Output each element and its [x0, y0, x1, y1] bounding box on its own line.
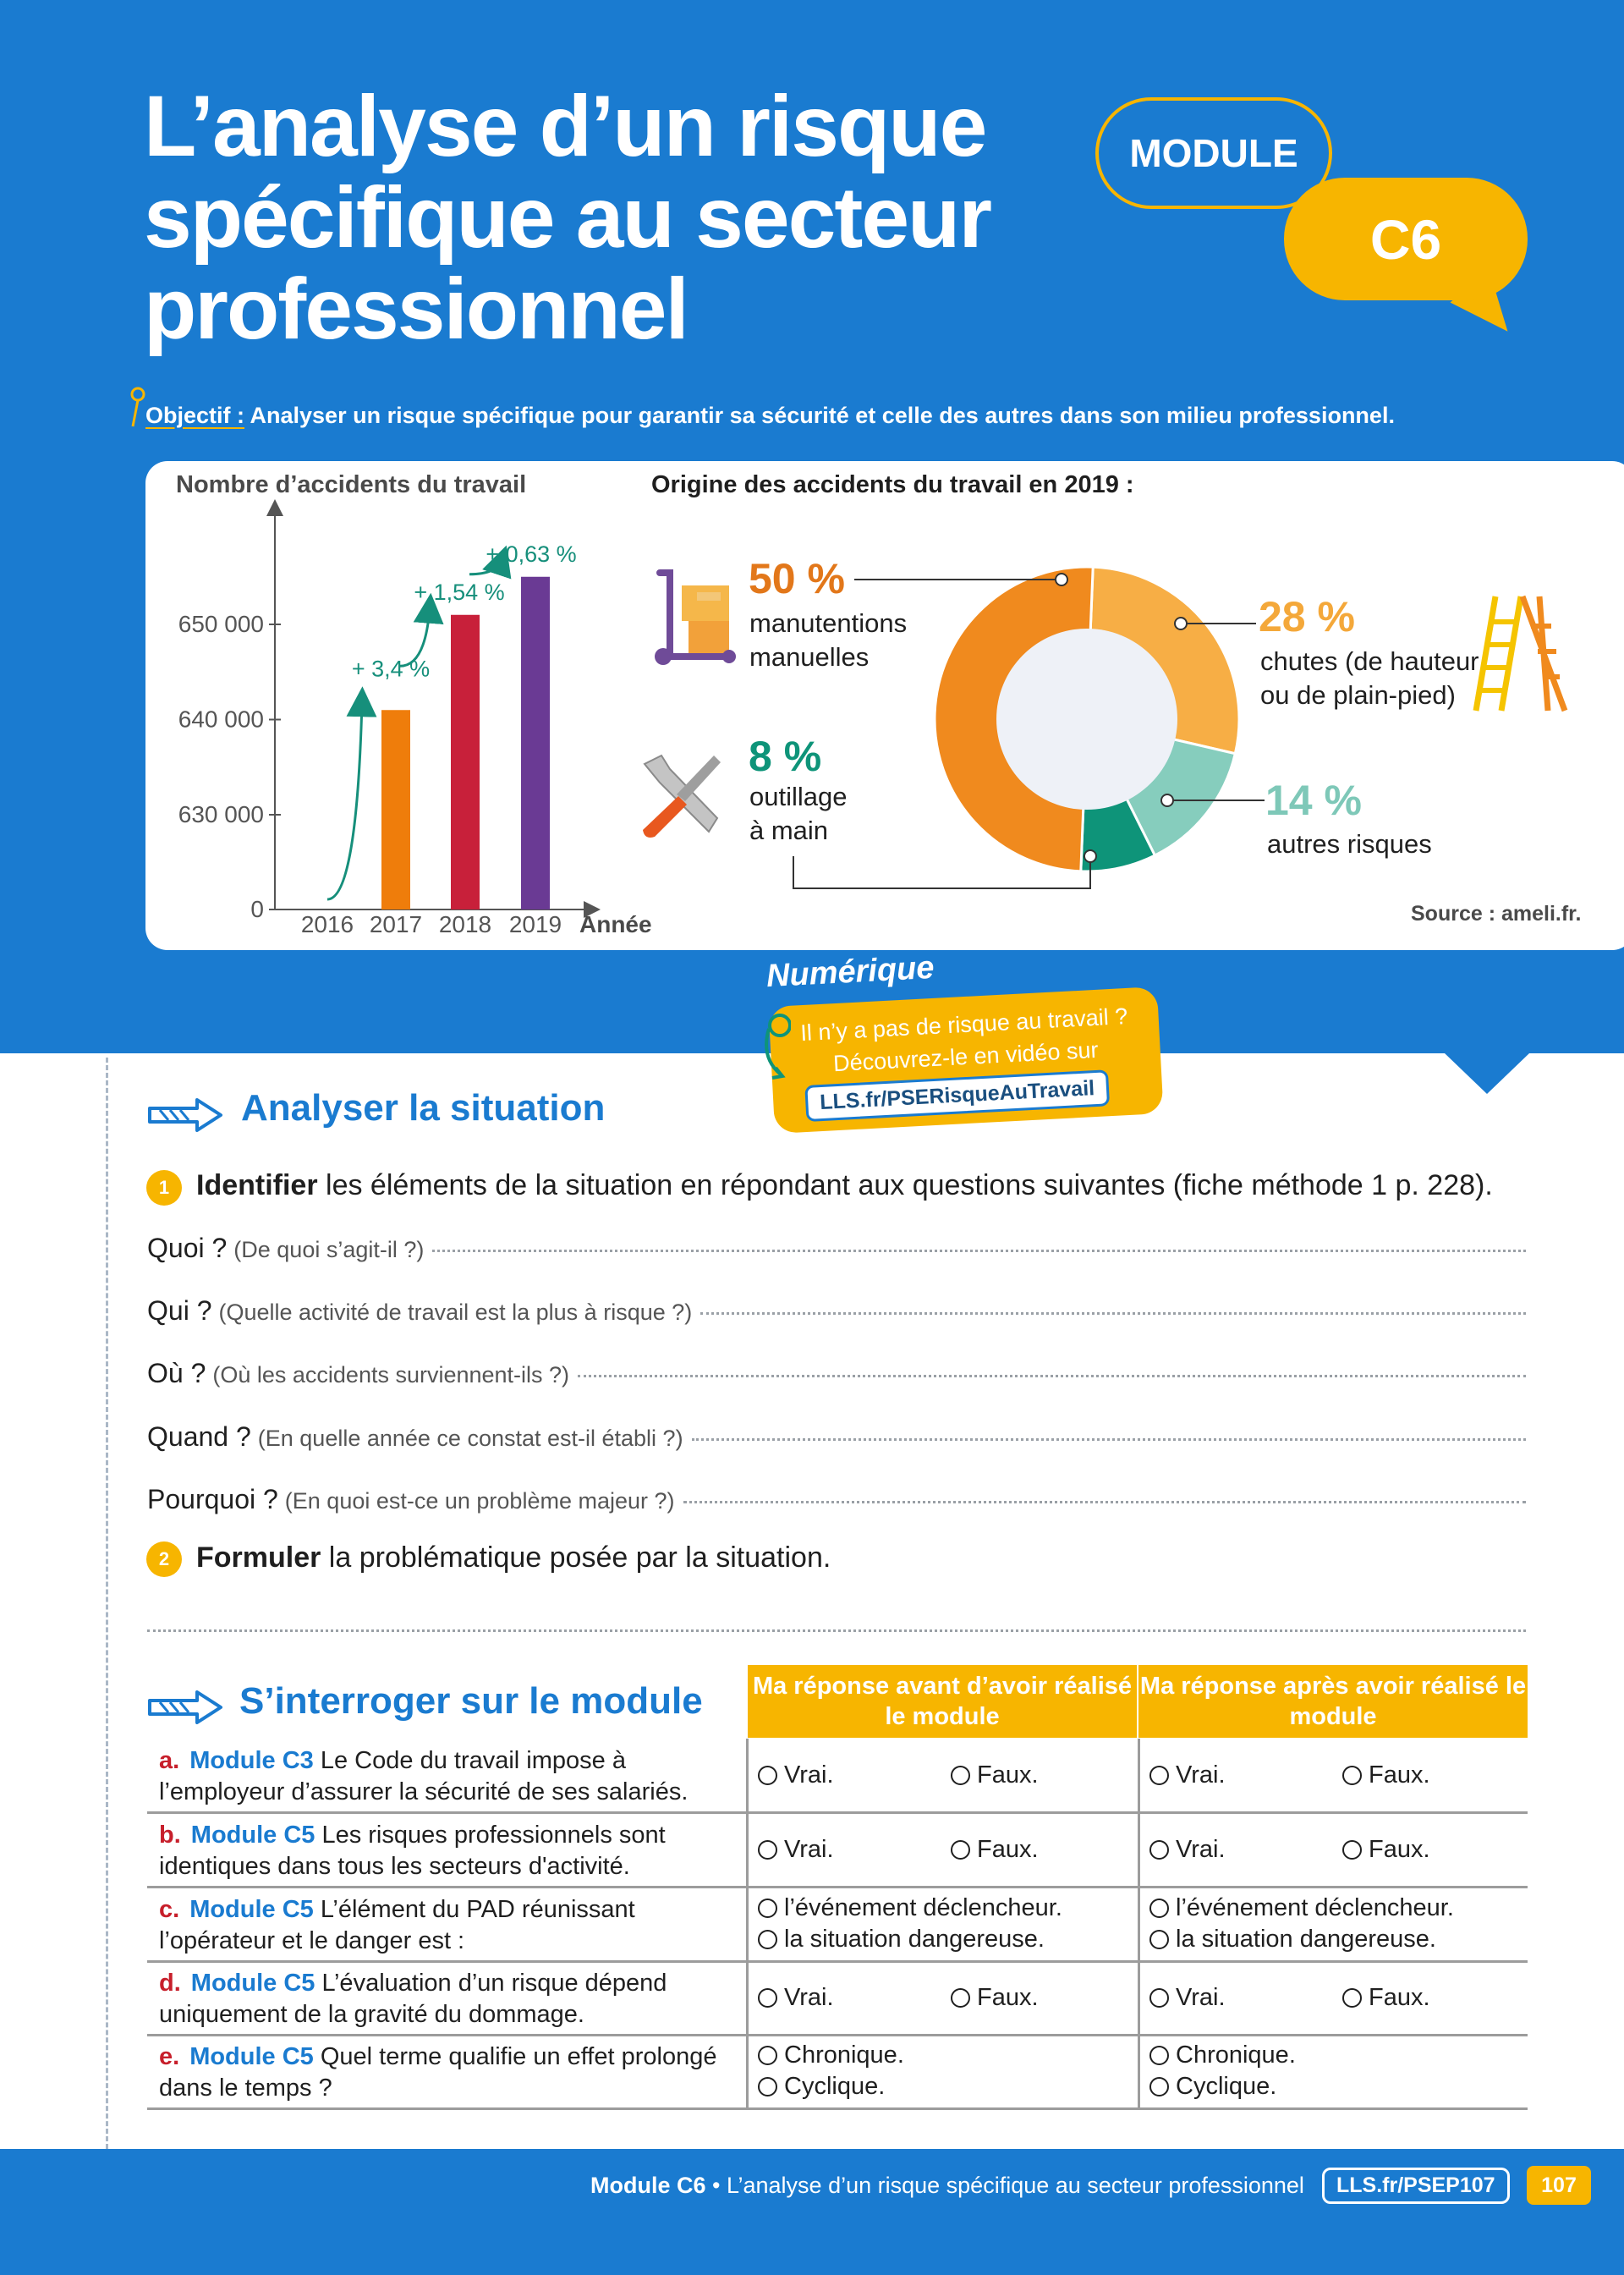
- footer-module: Module C6: [590, 2173, 706, 2198]
- radio-circle-icon[interactable]: [951, 1766, 970, 1785]
- section-title: S’interroger sur le module: [239, 1680, 703, 1722]
- quiz-option-label: Vrai.: [784, 1761, 834, 1789]
- title-line: professionnel: [144, 261, 688, 357]
- quiz-option-label: Faux.: [1369, 1761, 1430, 1789]
- x-tick-label: 2019: [508, 911, 562, 937]
- quiz-option[interactable]: [758, 1894, 1062, 1922]
- question-number-badge: 1: [146, 1170, 182, 1206]
- x-axis-label: Année: [579, 911, 652, 937]
- answer-row-hint: (De quoi s’agit-il ?): [233, 1237, 425, 1262]
- slice-desc-line: chutes (de hauteur: [1260, 646, 1479, 676]
- column-divider: [746, 2035, 749, 2107]
- quiz-question: [159, 1820, 743, 1882]
- quiz-option[interactable]: [1149, 2073, 1276, 2101]
- quiz-option[interactable]: [951, 1761, 1039, 1789]
- answer-line[interactable]: [700, 1312, 1526, 1315]
- quiz-question: [159, 2041, 743, 2104]
- quiz-option[interactable]: [1149, 1836, 1226, 1864]
- answer-line[interactable]: [147, 1629, 1526, 1632]
- slice-label-chute-pct: 28 %: [1259, 593, 1355, 640]
- growth-label: + 3,4 %: [351, 656, 431, 682]
- quiz-letter: b.: [159, 1822, 181, 1849]
- slice-label-autres-desc: autres risques: [1267, 829, 1432, 859]
- quiz-option-label: Chronique.: [784, 2041, 904, 2069]
- radio-circle-icon[interactable]: [1149, 1840, 1169, 1860]
- quiz-module: Module C5: [190, 1970, 315, 1997]
- quiz-option-label: la situation dangereuse.: [784, 1926, 1045, 1953]
- bar-chart-title: Nombre d’accidents du travail: [176, 471, 527, 498]
- quiz-option-label: Faux.: [1369, 1836, 1430, 1863]
- page-title: [144, 78, 1032, 357]
- link-hook-icon: [757, 1007, 791, 1083]
- radio-circle-icon[interactable]: [758, 1766, 777, 1785]
- answer-row: [147, 1484, 1526, 1515]
- quiz-option[interactable]: [1342, 1761, 1430, 1789]
- quiz-option[interactable]: [758, 2073, 885, 2101]
- slice-label-outil-desc: [749, 780, 847, 848]
- column-divider: [1138, 2035, 1140, 2107]
- radio-circle-icon[interactable]: [1149, 2077, 1169, 2096]
- objective-label: Objectif :: [145, 403, 245, 428]
- question-verb: Formuler: [196, 1541, 321, 1574]
- quiz-option-label: Faux.: [977, 1761, 1039, 1789]
- quiz-option-label: Cyclique.: [784, 2073, 886, 2100]
- quiz-option-label: la situation dangereuse.: [1176, 1926, 1436, 1953]
- ladder-icon: [1472, 592, 1573, 719]
- quiz-option[interactable]: [1342, 1836, 1430, 1864]
- band-pointer: [1445, 1053, 1529, 1094]
- answer-line[interactable]: [432, 1250, 1526, 1252]
- answer-row-key: Quand ?: [147, 1421, 251, 1452]
- answer-row-key: Où ?: [147, 1358, 206, 1388]
- growth-label: + 1,54 %: [414, 579, 505, 605]
- radio-circle-icon[interactable]: [1149, 1988, 1169, 2008]
- radio-circle-icon[interactable]: [758, 2077, 777, 2096]
- objective: [145, 403, 1583, 429]
- quiz-option[interactable]: [951, 1984, 1039, 2012]
- quiz-option[interactable]: [1149, 1761, 1226, 1789]
- radio-circle-icon[interactable]: [1149, 2046, 1169, 2065]
- quiz-option-label: Faux.: [977, 1836, 1039, 1863]
- question-verb: Identifier: [196, 1169, 318, 1201]
- slice-desc-line: ou de plain-pied): [1260, 680, 1456, 710]
- slice-label-chute-desc: [1260, 645, 1479, 712]
- quiz-question: [159, 1894, 743, 1957]
- slice-desc-line: outillage: [749, 782, 848, 811]
- radio-circle-icon[interactable]: [1342, 1988, 1362, 2008]
- question-text: les éléments de la situation en répondant aux questions suivantes (fiche méthode 1 p. 228).: [317, 1169, 1493, 1201]
- radio-circle-icon[interactable]: [1149, 1930, 1169, 1949]
- answer-line[interactable]: [692, 1438, 1526, 1441]
- column-divider: [746, 1739, 749, 1811]
- slice-label-manu-desc: [749, 607, 907, 674]
- quiz-module: Module C5: [190, 1822, 315, 1849]
- numerique-line: Découvrez-le en vidéo sur: [832, 1036, 1100, 1077]
- quiz-option[interactable]: [758, 2041, 904, 2069]
- quiz-option[interactable]: [1149, 1984, 1226, 2012]
- answer-row: [147, 1421, 1526, 1453]
- module-label: MODULE: [1095, 97, 1332, 209]
- donut-hole: [996, 629, 1177, 810]
- answer-row-key: Pourquoi ?: [147, 1484, 278, 1514]
- margin-dash-line: [106, 1058, 108, 2149]
- answer-row: [147, 1295, 1526, 1327]
- quiz-option-label: Vrai.: [1176, 1984, 1226, 2011]
- quiz-text: L’évaluation d’un risque dépend uniquement de la gravité du dommage.: [159, 1970, 667, 2028]
- quiz-row: [147, 1961, 1528, 2036]
- quiz-option[interactable]: [1342, 1984, 1430, 2012]
- column-divider: [746, 1813, 749, 1886]
- quiz-text: Les risques professionnels sont identiques dans tous les secteurs d'activité.: [159, 1822, 666, 1880]
- quiz-row: [147, 1813, 1528, 1888]
- column-divider: [1138, 1739, 1140, 1811]
- answer-row-hint: (Où les accidents surviennent-ils ?): [212, 1362, 570, 1388]
- question-2: [196, 1541, 831, 1574]
- quiz-module: Module C5: [189, 2043, 314, 2070]
- quiz-option-label: l’événement déclencheur.: [1176, 1894, 1454, 1921]
- numerique-label: Numérique: [765, 949, 935, 995]
- answer-row: [147, 1233, 1526, 1264]
- footer-link[interactable]: LLS.fr/PSEP107: [1322, 2168, 1510, 2204]
- slice-label-outil-pct: 8 %: [749, 733, 822, 780]
- column-divider: [1138, 1961, 1140, 2034]
- y-tick-label: 630 000: [178, 801, 264, 827]
- quiz-option-label: Chronique.: [1176, 2041, 1296, 2069]
- radio-circle-icon[interactable]: [758, 2046, 777, 2065]
- y-tick-label: 640 000: [178, 706, 264, 733]
- hand-truck-icon: [648, 569, 741, 670]
- y-tick-label: 650 000: [178, 611, 264, 637]
- quiz-text: L’élément du PAD réunissant l’opérateur et le danger est :: [159, 1896, 635, 1954]
- title-line: spécifique au secteur: [144, 169, 991, 266]
- objective-text: Analyser un risque spécifique pour garantir sa sécurité et celle des autres dans son milieu professionnel.: [244, 403, 1395, 428]
- quiz-option[interactable]: [758, 1984, 834, 2012]
- slice-desc-line: manuelles: [749, 642, 870, 672]
- quiz-letter: e.: [159, 2043, 180, 2070]
- quiz-letter: d.: [159, 1970, 181, 1997]
- answer-row-key: Quoi ?: [147, 1233, 228, 1263]
- footer-title: L’analyse d’un risque spécifique au secteur professionnel: [726, 2173, 1304, 2198]
- growth-arrow: [327, 701, 362, 899]
- answer-row-key: Qui ?: [147, 1295, 212, 1326]
- slice-label-manu-pct: 50 %: [749, 555, 845, 602]
- quiz-option-label: Vrai.: [1176, 1761, 1226, 1789]
- quiz-option-label: Vrai.: [784, 1836, 834, 1863]
- slice-desc-line: manutentions: [749, 608, 908, 638]
- quiz-option-label: Vrai.: [1176, 1836, 1226, 1863]
- numerique-callout: [768, 986, 1163, 1134]
- page-number: 107: [1527, 2166, 1591, 2205]
- slice-desc-line: à main: [749, 816, 829, 845]
- question-text: la problématique posée par la situation.: [321, 1541, 831, 1574]
- radio-circle-icon[interactable]: [1149, 1766, 1169, 1785]
- donut-chart: [914, 558, 1252, 897]
- numerique-link[interactable]: LLS.fr/PSERisqueAuTravail: [804, 1069, 1110, 1122]
- module-code-badge: C6: [1284, 178, 1528, 300]
- pie-chart-title: Origine des accidents du travail en 2019 :: [651, 471, 1134, 498]
- section-arrow-icon: [148, 1690, 224, 1724]
- quiz-option[interactable]: [758, 1761, 834, 1789]
- quiz-option[interactable]: [1149, 1926, 1436, 1954]
- answer-row-hint: (En quoi est-ce un problème majeur ?): [284, 1488, 675, 1514]
- quiz-text: Quel terme qualifie un effet prolongé dans le temps ?: [159, 2043, 717, 2102]
- quiz-module: Module C5: [189, 1896, 314, 1923]
- numerique-line: Il n’y a pas de risque au travail ?: [799, 1003, 1128, 1047]
- quiz-option[interactable]: [758, 1926, 1045, 1954]
- bar: [381, 710, 410, 909]
- answer-line[interactable]: [683, 1501, 1526, 1503]
- radio-circle-icon[interactable]: [1149, 1899, 1169, 1918]
- column-divider: [1138, 1888, 1140, 1960]
- quiz-row: [147, 2035, 1528, 2110]
- quiz-text: Le Code du travail impose à l’employeur d’assurer la sécurité de ses salariés.: [159, 1747, 689, 1805]
- quiz-option-label: Faux.: [977, 1984, 1039, 2011]
- screwdriver-wrench-icon: [636, 749, 729, 842]
- column-divider: [746, 1888, 749, 1960]
- growth-label: + 0,63 %: [486, 541, 577, 567]
- footer-sep: •: [705, 2173, 727, 2198]
- title-line: L’analyse d’un risque: [144, 78, 986, 174]
- quiz-option[interactable]: [1149, 2041, 1296, 2069]
- radio-circle-icon[interactable]: [1342, 1840, 1362, 1860]
- y-tick-label: 0: [250, 896, 264, 922]
- radio-circle-icon[interactable]: [758, 1899, 777, 1918]
- answer-row-hint: (Quelle activité de travail est la plus à risque ?): [218, 1300, 693, 1325]
- x-tick-label: 2018: [438, 911, 492, 937]
- question-number-badge: 2: [146, 1541, 182, 1577]
- radio-circle-icon[interactable]: [951, 1840, 970, 1860]
- bar: [451, 615, 480, 909]
- section-arrow-icon: [148, 1098, 224, 1132]
- radio-circle-icon[interactable]: [758, 1988, 777, 2008]
- quiz-row: [147, 1739, 1528, 1814]
- radio-circle-icon[interactable]: [758, 1930, 777, 1949]
- quiz-module: Module C3: [189, 1747, 314, 1774]
- answer-line[interactable]: [578, 1375, 1526, 1377]
- radio-circle-icon[interactable]: [758, 1840, 777, 1860]
- quiz-letter: c.: [159, 1896, 180, 1923]
- quiz-option[interactable]: [758, 1836, 834, 1864]
- quiz-letter: a.: [159, 1747, 180, 1774]
- source-note: Source : ameli.fr.: [1411, 902, 1582, 926]
- column-divider: [746, 1961, 749, 2034]
- quiz-question: [159, 1968, 743, 2030]
- answer-row-hint: (En quelle année ce constat est-il établi ?): [257, 1426, 683, 1451]
- pin-icon: [129, 386, 147, 428]
- quiz-option[interactable]: [1149, 1894, 1454, 1922]
- table-header-after: Ma réponse après avoir réalisé le module: [1138, 1665, 1528, 1738]
- radio-circle-icon[interactable]: [1342, 1766, 1362, 1785]
- quiz-option-label: Faux.: [1369, 1984, 1430, 2011]
- bar-chart: [152, 499, 668, 948]
- footer-caption: [590, 2173, 1304, 2199]
- quiz-option-label: l’événement déclencheur.: [784, 1894, 1062, 1921]
- x-tick-label: 2017: [369, 911, 423, 937]
- radio-circle-icon[interactable]: [951, 1988, 970, 2008]
- x-tick-label: 2016: [300, 911, 354, 937]
- slice-label-autres-pct: 14 %: [1265, 777, 1362, 824]
- column-divider: [1138, 1813, 1140, 1886]
- table-header-before: Ma réponse avant d’avoir réalisé le module: [748, 1665, 1137, 1738]
- quiz-option-label: Vrai.: [784, 1984, 834, 2011]
- section-title: Analyser la situation: [241, 1087, 606, 1129]
- quiz-option-label: Cyclique.: [1176, 2073, 1277, 2100]
- quiz-option[interactable]: [951, 1836, 1039, 1864]
- question-1: [196, 1169, 1493, 1202]
- answer-row: [147, 1358, 1526, 1389]
- quiz-row: [147, 1888, 1528, 1963]
- quiz-question: [159, 1745, 743, 1808]
- bar: [521, 577, 550, 909]
